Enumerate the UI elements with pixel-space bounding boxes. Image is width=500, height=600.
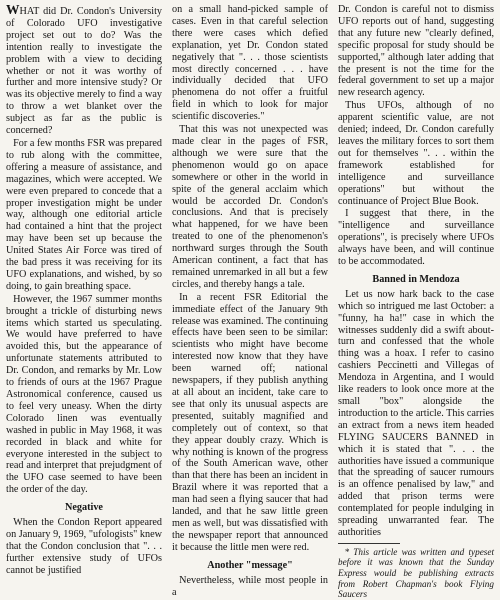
drop-cap: W xyxy=(6,2,20,17)
paragraph: Dr. Condon is careful not to dismiss UFO reports out of hand, suggesting that any future new "clearly defined, specific proposal for study should be supported," although later adding that the present is not the time for the federal government to set up a major new research agency. xyxy=(338,4,494,99)
footnote: * This article was written and typeset before it was known that the Sunday Express would be publishing extracts from Robert Chapman's book Flying Saucers xyxy=(338,546,494,600)
paragraph: That this was not unexpected was made clear in the pages of FSR, although we were sure that the phenomenon would go on apace somewhere or other in the world in spite of the general acclaim which would be accorded Dr. Condon's conclusions. And that is precisely what happened, for we have been treated to one of the phenomenon's northward surges through the South American continent, a fact that has remained unremarked in all but a few circles, and thereby hangs a tale. xyxy=(172,124,328,290)
paragraph: In a recent FSR Editorial the immediate effect of the January 9th release was examined. The continuing effects have been seen to be similar: scientists who might have become interested now know that they have been warned off; national newspapers, if they publish anything at all about an incident, take care to see that only its unusual aspects are presented, suitably magnified and completely out of context, so that they appear doubly crazy. Which is why nothing is known of the progress of the South American wave, other than that there has been an incident in Brazil where it was reported that a man had seen a flying saucer that had landed, and that he saw little green men as well, but was dissatisfied with the newspaper report that announced it because the little men were red. xyxy=(172,291,328,553)
paragraph: For a few months FSR was prepared to rub along with the committee, offering a measure of assistance, and magazines, which were accepted. We were even prepared to concede that a proper investigation might be under way, although one editorial article had contained a hint that the project may have been set up because the United States Air Force was tired of the bad press it was receiving for its UFO explanations, and wished, by so doing, to gain breathing space. xyxy=(6,137,162,292)
paragraph: Let us now hark back to the case which so intrigued me last October: a "funny, ha ha!" case in which the witnesses suddenly did a swift about-turn and confessed that the whole thing was a hoax. I refer to casino cashiers Peccinetti and Villegas of Mendoza in Argentina, and I would like readers to look once more at the small "box" alongside the introduction to the article. This carries an extract from a news item headed FLYING SAUCERS BANNED in which it is stated that ". . . the authorities have issued a communique that the spreading of saucer rumours is an offence penalised by law," and added that prison terms were contemplated for people indulging in spreading unwarranted fear. The authorities xyxy=(338,288,494,538)
column-3 xyxy=(338,4,494,600)
paragraph: on a small hand-picked sample of cases. Even in that careful selection there were cases which defied explanation, yet Dr. Condon stated negatively that ". . . those scientists most directly concerned . . . have individually decided that UFO phenomena do not offer a fruitful field in which to look for major scientific discoveries." xyxy=(172,4,328,123)
paragraph: However, the 1967 summer months brought a trickle of disturbing news items which started us speculating. We would have preferred to have avoided this, but the appearance of unfortunate statements attributed to Dr. Condon, and remarks by Mr. Low to friends of ours at the 1967 Prague Astronomical conference, caused us to feel very uneasy. When the dirty Colorado linen was eventually washed in public in May 1968, it was recorded in black and white for everyone interested in the subject to read and interpret that prejudgment of the UFO case seemed to have been the order of the day. xyxy=(6,293,162,496)
article-columns xyxy=(6,2,494,600)
footnote-divider xyxy=(338,543,400,544)
paragraph: Nevertheless, while most people in a xyxy=(172,574,328,598)
section-heading: Another "message" xyxy=(207,559,293,571)
paragraph: When the Condon Report appeared on January 9, 1969, "ufologists" knew that the Condon conclusion that ". . . further extensive study of UFOs cannot be justified xyxy=(6,517,162,576)
column-1 xyxy=(6,2,162,576)
section-heading: Banned in Mendoza xyxy=(372,273,460,285)
section-heading: Negative xyxy=(65,502,103,514)
paragraph: I suggest that there, in the "intelligence and surveillance operations", is precisely where UFOs always have been, and will continue to be accommodated. xyxy=(338,208,494,268)
paragraph: Thus UFOs, although of no apparent scientific value, are not denied; indeed, Dr. Condon carefully leaves the military forces to sort them out for themselves ". . . within the framework established for intelligence and surveillance operations" but without the continuance of Project Blue Book. xyxy=(338,100,494,207)
column-2 xyxy=(172,4,328,598)
paragraph: WHAT did Dr. Condon's University of Colorado UFO investigative project set out to do? Was the intention really to investigate the problem with a view to deciding whether or not it was worthy of further and more intensive study? Or was its objective merely to find a way to throw a wet blanket over the subject as far as the public is concerned? xyxy=(6,2,162,137)
